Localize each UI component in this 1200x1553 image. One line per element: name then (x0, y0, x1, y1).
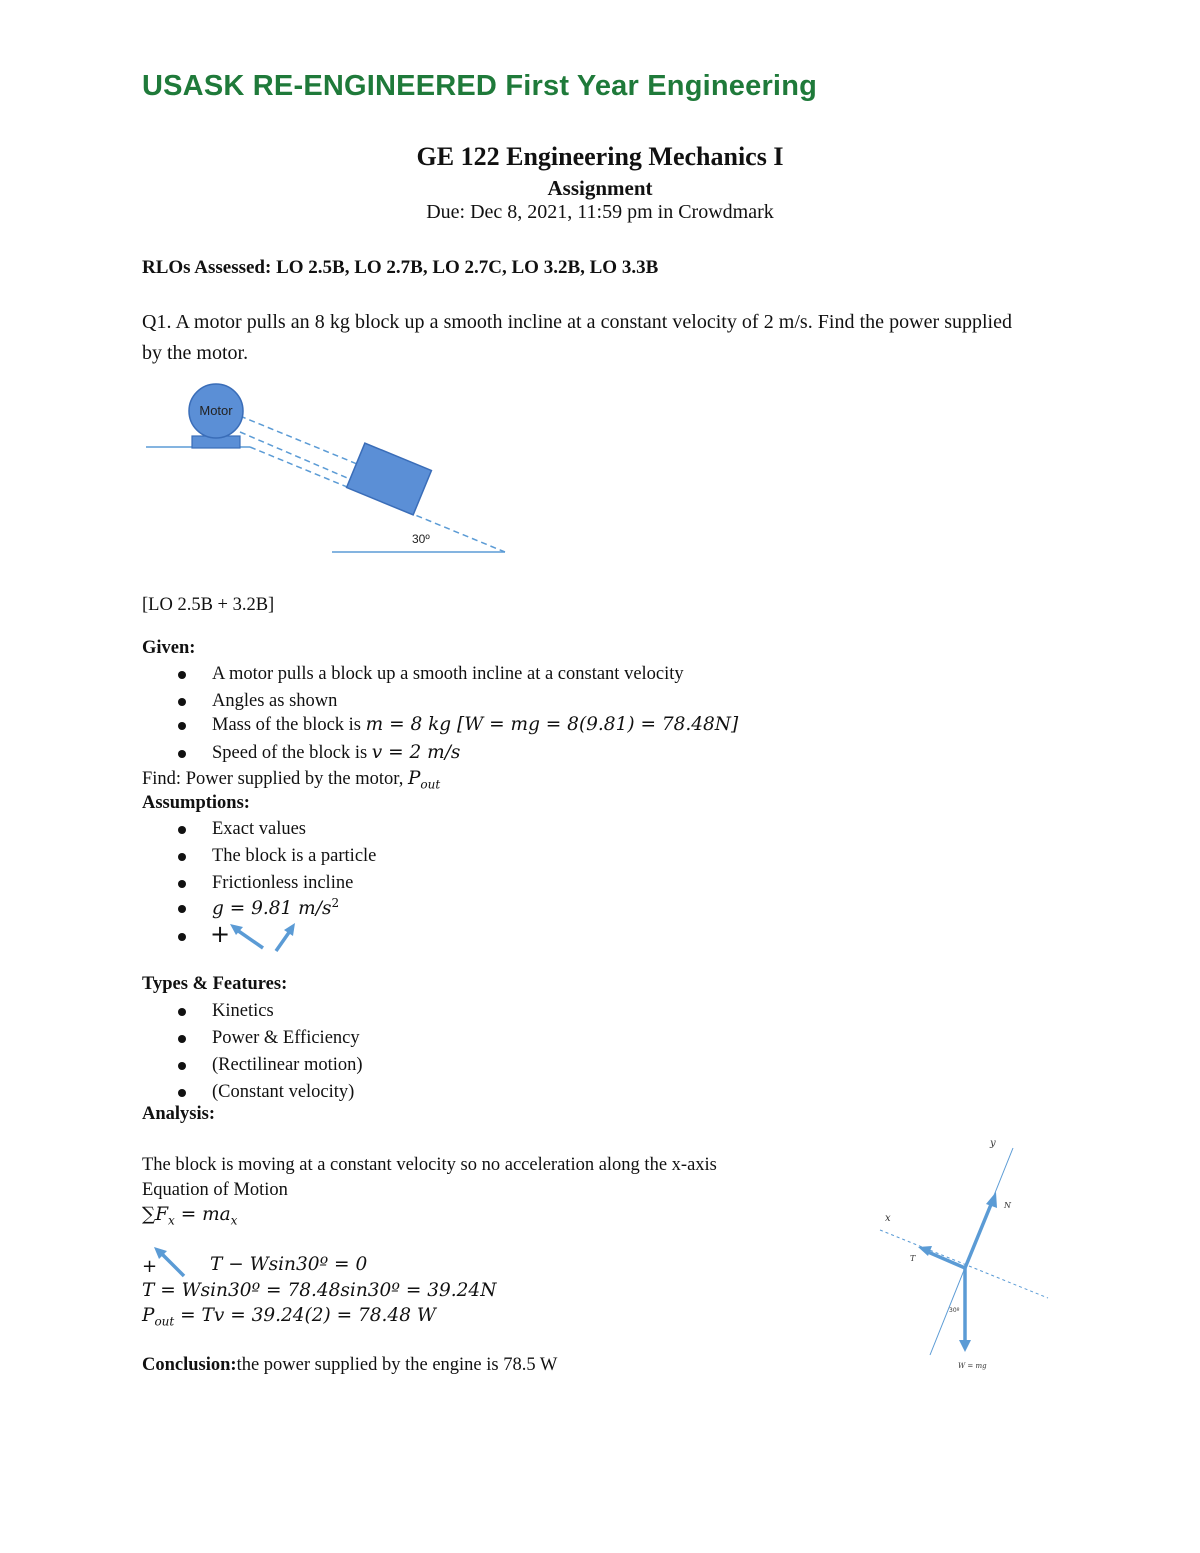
incline-diagram (140, 380, 520, 565)
bullet (178, 1035, 186, 1043)
assumptions-heading: Assumptions: (142, 793, 250, 813)
assumption-item: The block is a particle (212, 846, 377, 866)
weight-arrow-icon (959, 1340, 971, 1352)
sign-convention-arrows (226, 920, 302, 956)
given-speed: Speed of the block is v = 2 m/s (212, 742, 461, 763)
program-header: USASK RE-ENGINEERED First Year Engineering (142, 70, 818, 102)
free-body-diagram (870, 1130, 1055, 1375)
assumption-item: Exact values (212, 819, 306, 839)
bullet (178, 1062, 186, 1070)
bullet (178, 933, 186, 941)
bullet (178, 698, 186, 706)
bullet (178, 722, 186, 730)
due-date: Due: Dec 8, 2021, 11:59 pm in Crowdmark (426, 201, 774, 223)
types-item: Kinetics (212, 1001, 274, 1021)
bullet (178, 671, 186, 679)
sign-convention-plus: + (210, 920, 231, 948)
fbd-y-label: y (990, 1138, 996, 1149)
block (347, 443, 432, 515)
types-item: (Constant velocity) (212, 1082, 355, 1102)
analysis-line: The block is moving at a constant velocity so no acceleration along the x-axis (142, 1155, 717, 1175)
fbd-angle-label: 30º (949, 1307, 960, 1314)
fbd-x-label: x (885, 1213, 891, 1224)
given-mass: Mass of the block is m = 8 kg [W = mg = 8(9.81) = 78.48N] (212, 714, 739, 735)
fbd-t-label: T (910, 1254, 916, 1263)
rlos-assessed: RLOs Assessed: LO 2.5B, LO 2.7B, LO 2.7C, LO 3.2B, LO 3.3B (142, 257, 659, 278)
bullet (178, 905, 186, 913)
given-item: A motor pulls a block up a smooth incline at a constant velocity (212, 664, 684, 684)
analysis-heading: Analysis: (142, 1104, 215, 1124)
assumption-item: Frictionless incline (212, 873, 354, 893)
bullet (178, 750, 186, 758)
conclusion: Conclusion:the power supplied by the engine is 78.5 W (142, 1355, 558, 1375)
bullet (178, 1089, 186, 1097)
question-text: Q1. A motor pulls an 8 kg block up a smooth incline at a constant velocity of 2 m/s. Find the power supplied by the motor. (142, 311, 1012, 364)
cable-upper (240, 416, 362, 466)
normal-force-arrow-icon (986, 1192, 997, 1208)
equation: T − Wsin30º = 0 (210, 1254, 368, 1275)
bullet (178, 1008, 186, 1016)
given-item: Angles as shown (212, 691, 338, 711)
analysis-sign-plus: + (142, 1256, 158, 1277)
angle-label: 30º (412, 532, 430, 546)
equation-of-motion: $\sum F_x = ma_x$ (142, 1204, 238, 1228)
given-heading: Given: (142, 638, 196, 658)
document-type: Assignment (547, 176, 653, 200)
assumption-gravity: g = 9.81 $m/s^2$ (212, 896, 340, 920)
types-item: (Rectilinear motion) (212, 1055, 363, 1075)
lo-reference: [LO 2.5B + 3.2B] (142, 595, 275, 615)
equation-power: $P_{out} = Tv = 39.24(2) = 78.48$ W (142, 1305, 436, 1329)
course-title: GE 122 Engineering Mechanics I (416, 142, 784, 171)
find-line: Find: Power supplied by the motor, $P_{out}$ (142, 768, 441, 792)
fbd-n-label: N (1004, 1201, 1011, 1210)
equation: T = Wsin30º = 78.48sin30º = 39.24N (142, 1280, 497, 1301)
fbd-w-label: W = mg (958, 1362, 987, 1370)
types-heading: Types & Features: (142, 974, 288, 994)
types-item: Power & Efficiency (212, 1028, 360, 1048)
analysis-sign-arrow (150, 1244, 190, 1280)
bullet (178, 880, 186, 888)
bullet (178, 853, 186, 861)
bullet (178, 826, 186, 834)
analysis-line: Equation of Motion (142, 1180, 288, 1200)
motor-label: Motor (199, 403, 233, 418)
